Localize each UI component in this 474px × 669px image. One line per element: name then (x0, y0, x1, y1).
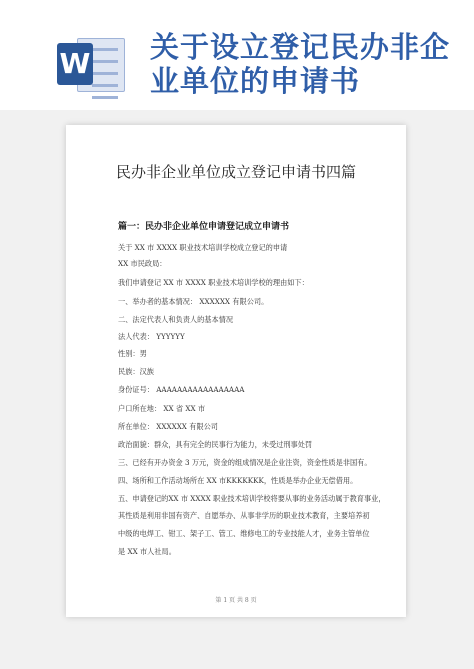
body-line: 五、申请登记的XX 市 XXXX 职业技术培训学校将要从事的业务活动属于教育事业， (118, 494, 386, 503)
body-line: 四、场所和工作活动场所在 XX 市KKKKKKK，性质是举办企业无偿借用。 (118, 476, 358, 485)
word-document-icon (57, 34, 125, 94)
body-line: XX 市民政局： (118, 259, 167, 268)
banner-title: 关于设立登记民办非企业单位的申请书 (150, 30, 451, 98)
body-line: 我们申请登记 XX 市 XXXX 职业技术培训学校的理由如下： (118, 278, 309, 287)
body-line: 所在单位： XXXXXX 有限公司 (118, 422, 218, 431)
body-line: 一、举办者的基本情况： XXXXXX 有限公司。 (118, 297, 269, 306)
body-line: 其性质是利用非国有资产、自愿举办、从事非学历的职业技术教育，主要培养初 (118, 511, 370, 520)
page-footer: 第 1 页 共 8 页 (215, 597, 257, 604)
section-heading: 篇一：民办非企业单位申请登记成立申请书 (118, 222, 290, 232)
banner (0, 0, 474, 110)
body-line: 是 XX 市人社局。 (118, 547, 176, 556)
body-line: 法人代表： YYYYYY (118, 332, 185, 341)
document-title: 民办非企业单位成立登记申请书四篇 (115, 163, 356, 181)
document-page (66, 125, 406, 617)
body-line: 二、法定代表人和负责人的基本情况 (118, 315, 234, 324)
body-line: 关于 XX 市 XXXX 职业技术培训学校成立登记的申请 (118, 243, 288, 252)
body-line: 身份证号： AAAAAAAAAAAAAAAAA (118, 385, 245, 394)
body-line: 民族：汉族 (118, 367, 154, 376)
body-line: 政治面貌：群众，具有完全的民事行为能力，未受过刑事处罚 (118, 440, 313, 449)
body-line: 中级的电焊工、钳工、架子工、管工、维修电工的专业技能人才，业务主管单位 (118, 529, 370, 538)
body-line: 户口所在地： XX 省 XX 市 (118, 404, 206, 413)
word-badge: W (57, 43, 93, 85)
body-line: 三、已经有开办资金 3 万元，资金的组成情况是企业注资，资金性质是非国有。 (118, 458, 372, 467)
body-line: 性别：男 (118, 349, 147, 358)
